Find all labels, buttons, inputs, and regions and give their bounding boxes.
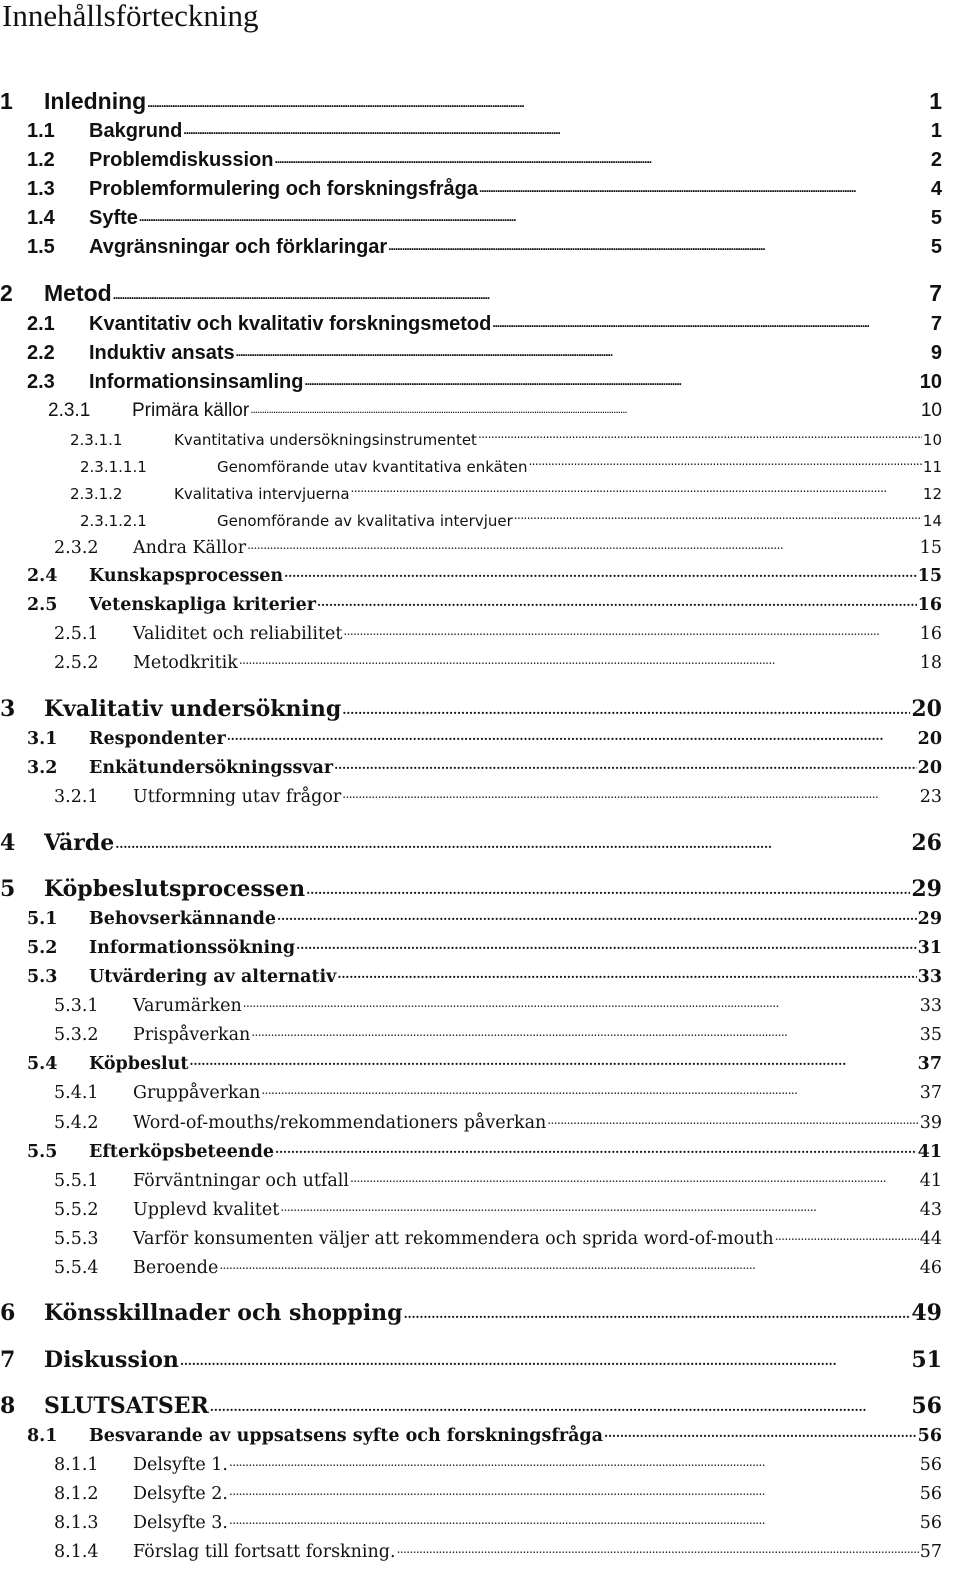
toc-dot-leader xyxy=(139,203,930,223)
toc-entry[interactable] xyxy=(0,533,942,563)
toc-dot-leader xyxy=(183,116,930,136)
toc-entry-title: Word-of-mouths/rekommendationers påverkan xyxy=(133,1113,547,1133)
toc-entry[interactable] xyxy=(0,619,942,649)
toc-dot-leader xyxy=(337,962,916,980)
toc-entry[interactable] xyxy=(0,338,942,368)
toc-entry[interactable] xyxy=(0,933,942,963)
toc-entry-title: Köpbeslut xyxy=(89,1054,189,1074)
toc-entry-title: Enkätundersökningssvar xyxy=(89,758,334,778)
toc-page-number: 49 xyxy=(911,1300,942,1326)
toc-entry[interactable] xyxy=(0,1078,942,1108)
toc-dot-leader xyxy=(342,694,910,716)
toc-entry-number: 2.5 xyxy=(27,595,58,615)
toc-entry[interactable] xyxy=(0,1020,942,1050)
toc-entry[interactable] xyxy=(0,590,942,620)
toc-entry-number: 3.2 xyxy=(27,758,58,778)
toc-dot-leader xyxy=(514,506,922,521)
toc-dot-leader xyxy=(113,278,928,301)
toc-entry-number: 2.3.1 xyxy=(48,400,91,421)
toc-entry-title: Gruppåverkan xyxy=(133,1083,261,1103)
toc-dot-leader xyxy=(397,1537,919,1555)
toc-page-number: 51 xyxy=(911,1347,942,1373)
toc-entry-title: Kvalitativ undersökning xyxy=(44,696,342,722)
toc-entry-number: 6 xyxy=(0,1300,16,1326)
toc-entry-number: 2.5.2 xyxy=(54,653,99,673)
toc-page-number: 33 xyxy=(917,967,942,987)
toc-entry-number: 1.5 xyxy=(27,235,55,258)
toc-page-number: 56 xyxy=(919,1513,942,1533)
toc-entry-title: Varför konsumenten väljer att rekommendera och sprida word-of-mouth xyxy=(133,1229,774,1249)
toc-page-number: 7 xyxy=(930,312,942,335)
toc-entry-title: Kvantitativa undersökningsinstrumentet xyxy=(174,431,477,449)
toc-entry[interactable] xyxy=(0,479,942,509)
toc-dot-leader xyxy=(277,904,917,922)
toc-dot-leader xyxy=(227,724,917,742)
toc-entry[interactable] xyxy=(0,1253,942,1283)
toc-page-number: 16 xyxy=(919,624,942,644)
toc-entry-title: Problemformulering och forskningsfråga xyxy=(89,177,478,200)
toc-page-number: 9 xyxy=(930,341,942,364)
toc-entry-title: Förväntningar och utfall xyxy=(133,1171,349,1191)
toc-entry-title: Metodkritik xyxy=(133,653,238,673)
toc-entry[interactable] xyxy=(0,396,942,426)
toc-entry-title: Syfte xyxy=(89,206,138,229)
toc-dot-leader xyxy=(189,1049,916,1067)
toc-page-number: 39 xyxy=(919,1113,942,1133)
toc-entry-number: 8.1.2 xyxy=(54,1484,99,1504)
toc-entry[interactable] xyxy=(0,309,942,339)
toc-entry-title: Efterköpsbeteende xyxy=(89,1142,275,1162)
toc-page-number: 1 xyxy=(930,119,942,142)
toc-entry[interactable] xyxy=(0,203,942,233)
toc-entry-title: Bakgrund xyxy=(89,119,183,142)
toc-entry[interactable] xyxy=(0,1224,942,1254)
toc-entry[interactable] xyxy=(0,724,942,754)
toc-dot-leader xyxy=(351,479,922,494)
toc-entry-number: 2.3.1.1.1 xyxy=(80,458,147,476)
toc-entry-number: 8.1.3 xyxy=(54,1513,99,1533)
toc-dot-leader xyxy=(210,1391,911,1413)
toc-page-number: 12 xyxy=(922,485,942,503)
toc-dot-leader xyxy=(388,232,930,252)
toc-entry-number: 2 xyxy=(0,279,13,306)
toc-entry-number: 7 xyxy=(0,1347,16,1373)
toc-entry[interactable] xyxy=(0,753,942,783)
toc-entry-number: 3 xyxy=(0,696,16,722)
toc-entry-title: Kunskapsprocessen xyxy=(89,566,284,586)
toc-dot-leader xyxy=(547,1108,918,1126)
toc-page-number: 31 xyxy=(917,938,942,958)
toc-entry[interactable] xyxy=(0,1450,942,1480)
toc-entry-title: Genomförande av kvalitativa intervjuer xyxy=(217,512,513,530)
toc-page-number: 23 xyxy=(919,787,942,807)
toc-dot-leader xyxy=(317,590,917,608)
toc-entry-title: Köpbeslutsprocessen xyxy=(44,876,306,902)
toc-entry-number: 8.1 xyxy=(27,1426,58,1446)
toc-entry-number: 2.3.1.1 xyxy=(70,431,123,449)
page-title: Innehållsförteckning xyxy=(2,0,259,33)
toc-entry[interactable] xyxy=(0,425,942,455)
toc-entry-number: 1.1 xyxy=(27,119,55,142)
toc-entry-title: Besvarande av uppsatsens syfte och forskningsfråga xyxy=(89,1426,604,1446)
toc-entry-title: Kvalitativa intervjuerna xyxy=(174,485,350,503)
toc-page-number: 10 xyxy=(919,370,942,393)
toc-entry-title: Genomförande utav kvantitativa enkäten xyxy=(217,458,528,476)
toc-entry[interactable] xyxy=(0,904,942,934)
toc-dot-leader xyxy=(147,86,928,109)
toc-page-number: 20 xyxy=(911,696,942,722)
toc-page-number: 57 xyxy=(919,1542,942,1562)
toc-entry[interactable] xyxy=(0,1479,942,1509)
toc-entry-number: 1.4 xyxy=(27,206,55,229)
toc-entry-number: 5.5.3 xyxy=(54,1229,99,1249)
toc-page-number: 20 xyxy=(917,729,942,749)
toc-entry-number: 2.3.2 xyxy=(54,538,99,558)
toc-dot-leader xyxy=(404,1298,911,1320)
toc-entry[interactable] xyxy=(0,874,942,904)
toc-entry-number: 5.5.1 xyxy=(54,1171,99,1191)
toc-page-number: 4 xyxy=(930,177,942,200)
toc-entry-title: Diskussion xyxy=(44,1347,179,1373)
toc-dot-leader xyxy=(284,561,916,579)
toc-page-number: 5 xyxy=(930,235,942,258)
toc-page-number: 18 xyxy=(919,653,942,673)
toc-dot-leader xyxy=(343,619,918,637)
toc-page-number: 10 xyxy=(920,400,942,421)
toc-entry-number: 3.2.1 xyxy=(54,787,99,807)
toc-entry[interactable] xyxy=(0,561,942,591)
toc-dot-leader xyxy=(296,933,916,951)
toc-entry[interactable] xyxy=(0,1421,942,1451)
toc-page-number: 10 xyxy=(922,431,942,449)
toc-dot-leader xyxy=(304,367,918,387)
toc-entry-title: Induktiv ansats xyxy=(89,341,235,364)
toc-entry[interactable] xyxy=(0,116,942,146)
toc-dot-leader xyxy=(350,1166,919,1184)
toc-entry-number: 2.5.1 xyxy=(54,624,99,644)
toc-entry-title: Respondenter xyxy=(89,729,226,749)
toc-entry[interactable] xyxy=(0,232,942,262)
toc-entry[interactable] xyxy=(0,1166,942,1196)
toc-entry-title: Delsyfte 3. xyxy=(133,1513,228,1533)
toc-entry-title: Informationsinsamling xyxy=(89,370,304,393)
toc-entry-number: 5.5.2 xyxy=(54,1200,99,1220)
toc-entry-title: Validitet och reliabilitet xyxy=(133,624,343,644)
toc-dot-leader xyxy=(219,1253,918,1271)
toc-page-number: 16 xyxy=(917,595,942,615)
toc-entry-title: Delsyfte 1. xyxy=(133,1455,228,1475)
toc-entry-title: Utvärdering av alternativ xyxy=(89,967,337,987)
toc-dot-leader xyxy=(236,338,930,358)
toc-entry-title: SLUTSATSER xyxy=(44,1393,209,1419)
toc-entry-title: Metod xyxy=(44,279,112,306)
toc-dot-leader xyxy=(275,1137,917,1155)
toc-page-number: 37 xyxy=(919,1083,942,1103)
toc-entry-title: Kvantitativ och kvalitativ forskningsmetod xyxy=(89,312,492,335)
toc-dot-leader xyxy=(604,1421,917,1439)
toc-entry-title: Primära källor xyxy=(132,400,250,421)
toc-entry-number: 2.3 xyxy=(27,370,55,393)
toc-entry[interactable] xyxy=(0,278,942,308)
toc-page-number: 7 xyxy=(929,279,942,306)
toc-entry[interactable] xyxy=(0,1195,942,1225)
toc-dot-leader xyxy=(275,145,930,165)
toc-entry-number: 8.1.4 xyxy=(54,1542,99,1562)
toc-dot-leader xyxy=(775,1224,919,1242)
toc-entry-number: 8.1.1 xyxy=(54,1455,99,1475)
toc-page-number: 29 xyxy=(911,876,942,902)
toc-page-number: 56 xyxy=(917,1426,942,1446)
toc-entry[interactable] xyxy=(0,367,942,397)
toc-page-number: 56 xyxy=(919,1455,942,1475)
toc-entry[interactable] xyxy=(0,648,942,678)
toc-page-number: 14 xyxy=(922,512,942,530)
toc-entry[interactable] xyxy=(0,1391,942,1421)
toc-entry-number: 5.3 xyxy=(27,967,58,987)
toc-entry-title: Värde xyxy=(44,830,115,856)
toc-entry[interactable] xyxy=(0,694,942,724)
toc-page-number: 15 xyxy=(919,538,942,558)
toc-dot-leader xyxy=(492,309,930,329)
toc-entry-number: 4 xyxy=(0,830,16,856)
toc-entry-title: Könsskillnader och shopping xyxy=(44,1300,403,1326)
toc-entry[interactable] xyxy=(0,782,942,812)
toc-entry-number: 2.3.1.2.1 xyxy=(80,512,147,530)
toc-page-number: 26 xyxy=(911,830,942,856)
toc-entry[interactable] xyxy=(0,452,942,482)
toc-entry[interactable] xyxy=(0,1049,942,1079)
toc-entry-title: Prispåverkan xyxy=(133,1025,251,1045)
toc-page-number: 44 xyxy=(919,1229,942,1249)
toc-dot-leader xyxy=(280,1195,918,1213)
toc-entry[interactable] xyxy=(0,1345,942,1375)
toc-entry-title: Förslag till fortsatt forskning. xyxy=(133,1542,396,1562)
toc-entry-number: 2.1 xyxy=(27,312,55,335)
toc-dot-leader xyxy=(229,1450,919,1468)
toc-dot-leader xyxy=(479,174,930,194)
toc-entry-number: 5 xyxy=(0,876,16,902)
toc-page-number: 56 xyxy=(919,1484,942,1504)
toc-page-number: 2 xyxy=(930,148,942,171)
toc-entry-number: 2.3.1.2 xyxy=(70,485,123,503)
toc-page-number: 41 xyxy=(917,1142,942,1162)
toc-page-number: 56 xyxy=(911,1393,942,1419)
toc-entry-title: Vetenskapliga kriterier xyxy=(89,595,316,615)
toc-entry-number: 2.4 xyxy=(27,566,58,586)
toc-page-number: 15 xyxy=(917,566,942,586)
toc-page-number: 11 xyxy=(922,458,942,476)
toc-page-number: 20 xyxy=(917,758,942,778)
toc-entry-number: 5.3.1 xyxy=(54,996,99,1016)
toc-entry-number: 5.4.2 xyxy=(54,1113,99,1133)
toc-entry[interactable] xyxy=(0,1108,942,1138)
toc-dot-leader xyxy=(239,648,919,666)
toc-entry[interactable] xyxy=(0,1508,942,1538)
toc-entry[interactable] xyxy=(0,86,942,116)
toc-dot-leader xyxy=(261,1078,918,1096)
toc-entry-title: Behovserkännande xyxy=(89,909,277,929)
toc-entry-title: Varumärken xyxy=(133,996,242,1016)
toc-entry-number: 5.4 xyxy=(27,1054,58,1074)
toc-entry[interactable] xyxy=(0,962,942,992)
toc-entry-number: 5.3.2 xyxy=(54,1025,99,1045)
toc-entry-title: Problemdiskussion xyxy=(89,148,274,171)
toc-entry[interactable] xyxy=(0,174,942,204)
toc-page-number: 37 xyxy=(917,1054,942,1074)
toc-entry-number: 5.4.1 xyxy=(54,1083,99,1103)
toc-dot-leader xyxy=(306,874,910,896)
toc-page-number: 35 xyxy=(919,1025,942,1045)
toc-dot-leader xyxy=(243,991,919,1009)
toc-dot-leader xyxy=(250,396,920,415)
toc-entry[interactable] xyxy=(0,1298,942,1328)
toc-entry[interactable] xyxy=(0,1137,942,1167)
toc-entry-title: Informationssökning xyxy=(89,938,296,958)
toc-dot-leader xyxy=(247,533,919,551)
toc-entry-number: 3.1 xyxy=(27,729,58,749)
toc-page-number: 33 xyxy=(919,996,942,1016)
toc-entry-title: Beroende xyxy=(133,1258,219,1278)
toc-entry[interactable] xyxy=(0,145,942,175)
toc-dot-leader xyxy=(251,1020,918,1038)
toc-entry[interactable] xyxy=(0,1537,942,1567)
toc-entry-title: Inledning xyxy=(44,87,147,114)
toc-dot-leader xyxy=(478,425,922,440)
toc-dot-leader xyxy=(342,782,918,800)
toc-entry-number: 5.5.4 xyxy=(54,1258,99,1278)
toc-dot-leader xyxy=(180,1345,911,1367)
toc-entry-number: 5.2 xyxy=(27,938,58,958)
toc-entry-number: 2.2 xyxy=(27,341,55,364)
toc-page-number: 41 xyxy=(919,1171,942,1191)
toc-entry-number: 1.2 xyxy=(27,148,55,171)
toc-entry-number: 1 xyxy=(0,87,13,114)
toc-entry-title: Upplevd kvalitet xyxy=(133,1200,280,1220)
toc-dot-leader xyxy=(229,1479,919,1497)
toc-entry-number: 8 xyxy=(0,1393,16,1419)
toc-dot-leader xyxy=(115,828,910,850)
toc-entry[interactable] xyxy=(0,991,942,1021)
toc-entry-title: Utformning utav frågor xyxy=(133,787,342,807)
toc-entry-number: 1.3 xyxy=(27,177,55,200)
toc-page-number: 1 xyxy=(929,87,942,114)
toc-entry-title: Avgränsningar och förklaringar xyxy=(89,235,388,258)
toc-dot-leader xyxy=(334,753,917,771)
toc-dot-leader xyxy=(528,452,921,467)
toc-entry-number: 5.1 xyxy=(27,909,58,929)
toc-entry[interactable] xyxy=(0,506,942,536)
toc-page-number: 46 xyxy=(919,1258,942,1278)
toc-entry-number: 5.5 xyxy=(27,1142,58,1162)
toc-entry-title: Delsyfte 2. xyxy=(133,1484,228,1504)
toc-entry-title: Andra Källor xyxy=(133,538,247,558)
toc-page-number: 5 xyxy=(930,206,942,229)
toc-dot-leader xyxy=(229,1508,919,1526)
toc-page-number: 43 xyxy=(919,1200,942,1220)
toc-page-number: 29 xyxy=(917,909,942,929)
toc-entry[interactable] xyxy=(0,828,942,858)
